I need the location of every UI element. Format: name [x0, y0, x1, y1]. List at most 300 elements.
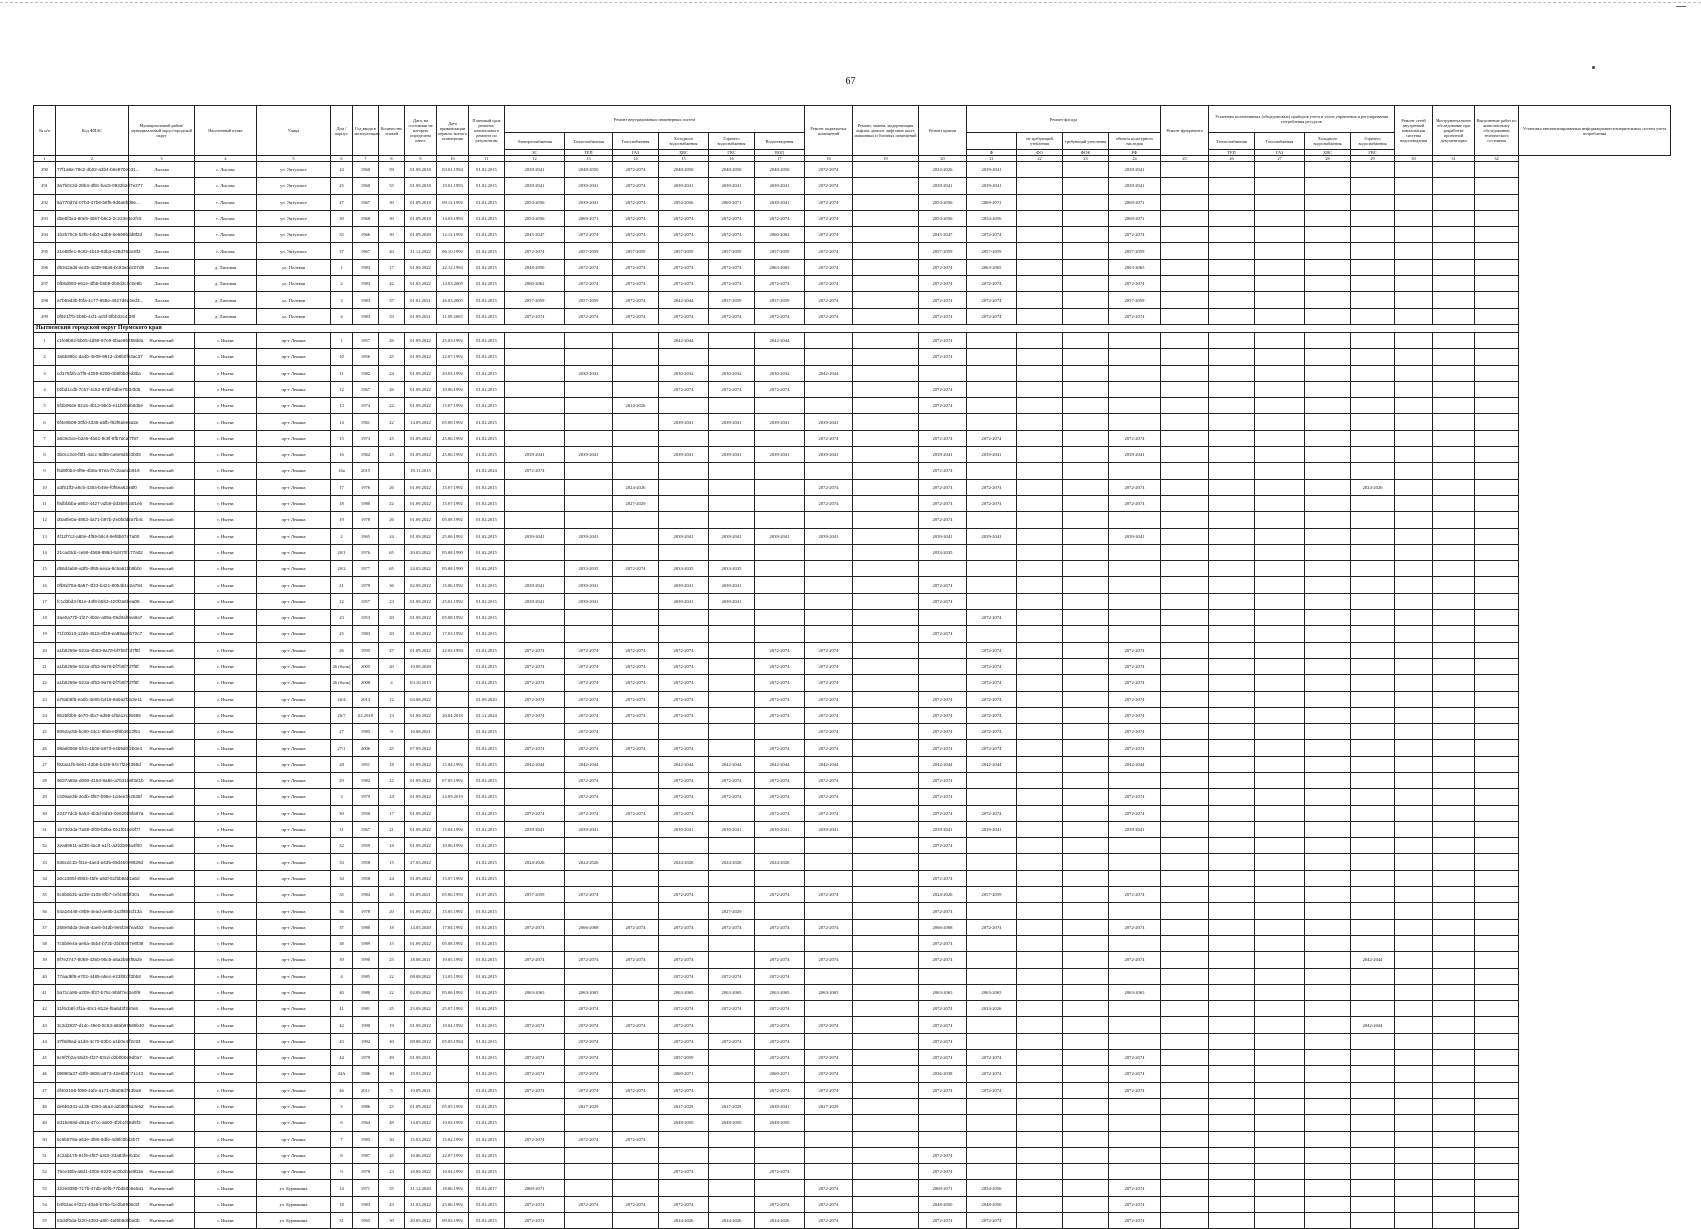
cell-c14 — [613, 332, 659, 348]
cell-c24 — [1109, 772, 1161, 788]
cell-c24: 2072-2074 — [1109, 1050, 1161, 1066]
cell-c19 — [853, 1001, 919, 1017]
cell-extra-28 — [1305, 854, 1351, 870]
cell-d3: 01.02.2015 — [469, 1050, 505, 1066]
cell-d2: 13.05.1992 — [437, 968, 469, 984]
cell-extra-27 — [1255, 1147, 1305, 1163]
cell-c14 — [613, 756, 659, 772]
cell-d3: 01.09.2020 — [469, 691, 505, 707]
cell-c24 — [1109, 1033, 1161, 1049]
cell-extra-26 — [1209, 381, 1255, 397]
cell-c12 — [505, 544, 565, 560]
cell-extra-26 — [1209, 1164, 1255, 1180]
cell-god: 1958 — [353, 870, 379, 886]
cell-c17 — [755, 838, 805, 854]
cell-extra-29 — [1351, 1098, 1395, 1114]
cell-extra-30 — [1395, 1131, 1433, 1147]
cell-c23 — [1063, 805, 1109, 821]
cell-c14: 2072-2074 — [613, 740, 659, 756]
cell-et: 49 — [379, 1115, 405, 1131]
cell-extra-29 — [1351, 495, 1395, 511]
cell-c22 — [1017, 1213, 1063, 1229]
cell-c13: 2039-2041 — [565, 194, 613, 210]
cell-ul: пр-т Ленина — [257, 772, 331, 788]
cell-extra-28 — [1305, 365, 1351, 381]
cell-god: 1981 — [353, 1001, 379, 1017]
cell-extra-30 — [1395, 398, 1433, 414]
cell-extra-30 — [1395, 724, 1433, 740]
header-cell-facade: не требующий утепления — [1017, 133, 1063, 150]
cell-extra-29 — [1351, 1033, 1395, 1049]
cell-c19 — [853, 1213, 919, 1229]
cell-ul: пр-т Ленина — [257, 1164, 331, 1180]
cell-extra-29 — [1351, 528, 1395, 544]
cell-extra-30 — [1395, 463, 1433, 479]
cell-d2: 22.07.1992 — [437, 1147, 469, 1163]
cell-dom: 14 — [331, 414, 353, 430]
cell-c18: 2072-2074 — [805, 707, 853, 723]
cell-ul: пр-т Ленина — [257, 365, 331, 381]
cell-dom: 10 — [331, 349, 353, 365]
cell-fias: a78ab6f5-ea0b-4e65-b416-9a9a2f3a3e11 — [56, 691, 129, 707]
cell-c18 — [805, 870, 853, 886]
cell-c23 — [1063, 162, 1109, 178]
cell-extra-27 — [1255, 675, 1305, 691]
cell-np: г. Нытва — [195, 1196, 257, 1212]
cell-d2: 19.05.1992 — [437, 952, 469, 968]
cell-np: г. Нытва — [195, 1082, 257, 1098]
cell-c17 — [755, 903, 805, 919]
cell-n: 31 — [34, 821, 56, 837]
cell-c24: 2072-2074 — [1109, 691, 1161, 707]
cell-np: г. Нытва — [195, 577, 257, 593]
cell-extra-29 — [1351, 838, 1395, 854]
header-row-main — [34, 106, 1671, 133]
cell-extra-31 — [1433, 1180, 1475, 1196]
cell-d2: 22.12.1994 — [437, 259, 469, 275]
cell-god: 1983 — [353, 292, 379, 308]
cell-raion: Нытвенский — [129, 544, 195, 560]
table-row — [34, 1033, 1671, 1049]
cell-extra-27 — [1255, 789, 1305, 805]
cell-extra-25 — [1161, 381, 1209, 397]
cell-c15: 2039-2041 — [659, 414, 709, 430]
cell-extra-27 — [1255, 919, 1305, 935]
cell-c13: 2072-2074 — [565, 308, 613, 324]
cell-fias: 22477dcb-6a54-4b3d-8d93-0e625b9fa97a — [56, 805, 129, 821]
cell-n: 52 — [34, 1164, 56, 1180]
cell-dom: 37 — [331, 243, 353, 259]
cell-c17: 2039-2041 — [755, 178, 805, 194]
cell-c15: 2054-2056 — [659, 194, 709, 210]
cell-c18: 2072-2074 — [805, 1050, 853, 1066]
header-cell-number: 27 — [1255, 156, 1305, 162]
cell-extra-29 — [1351, 414, 1395, 430]
header-cell-number: 3 — [129, 156, 195, 162]
cell-c12: 2054-2056 — [505, 210, 565, 226]
table-row — [34, 707, 1671, 723]
cell-c14 — [613, 1164, 659, 1180]
cell-extra-32 — [1475, 1147, 1519, 1163]
cell-raion: Лысьва — [129, 210, 195, 226]
cell-extra-28 — [1305, 1196, 1351, 1212]
cell-c12: 2072-2074 — [505, 707, 565, 723]
cell-extra-25 — [1161, 821, 1209, 837]
cell-extra-26 — [1209, 968, 1255, 984]
cell-c16: 2039-2041 — [709, 593, 755, 609]
cell-c24 — [1109, 577, 1161, 593]
cell-raion: Нытвенский — [129, 414, 195, 430]
cell-et: 15 — [379, 935, 405, 951]
cell-ul: пр-т Ленина — [257, 935, 331, 951]
cell-c15 — [659, 610, 709, 626]
cell-extra-27 — [1255, 691, 1305, 707]
cell-d1: 10.06.2022 — [405, 1147, 437, 1163]
cell-c24 — [1109, 935, 1161, 951]
cell-fias: 5c8b879a-a63e-4f86-9dfe-4d9fc0bd2b7f — [56, 1131, 129, 1147]
cell-extra-32 — [1475, 854, 1519, 870]
cell-extra-31 — [1433, 805, 1475, 821]
cell-extra-26 — [1209, 479, 1255, 495]
cell-c19 — [853, 162, 919, 178]
cell-np: г. Нытва — [195, 1180, 257, 1196]
cell-c18: 2042-2044 — [805, 365, 853, 381]
cell-c22 — [1017, 1131, 1063, 1147]
cell-c21: 2072-2074 — [967, 1213, 1017, 1229]
cell-extra-26 — [1209, 227, 1255, 243]
cell-c16: 2072-2074 — [709, 919, 755, 935]
cell-dom: 35 — [331, 227, 353, 243]
cell-extra-27 — [1255, 495, 1305, 511]
cell-god: 1983 — [353, 259, 379, 275]
cell-extra-25 — [1161, 398, 1209, 414]
cell-c15: 2072-2074 — [659, 642, 709, 658]
cell-c18 — [805, 561, 853, 577]
cell-d3: 01.02.2015 — [469, 740, 505, 756]
cell-n: 34 — [34, 870, 56, 886]
cell-c22 — [1017, 528, 1063, 544]
cell-fias: 7c5b9e4a-ae5a-45b4-b72b-2bb6387e8f39 — [56, 935, 129, 951]
cell-c22 — [1017, 259, 1063, 275]
cell-god: 1982 — [353, 772, 379, 788]
cell-extra-25 — [1161, 1082, 1209, 1098]
cell-c13: 2072-2074 — [565, 1017, 613, 1033]
cell-c17: 2072-2074 — [755, 675, 805, 691]
cell-et: 18 — [379, 756, 405, 772]
cell-c14 — [613, 887, 659, 903]
cell-raion: Нытвенский — [129, 772, 195, 788]
cell-et: 20 — [379, 610, 405, 626]
cell-raion: Нытвенский — [129, 887, 195, 903]
cell-d3: 01.02.2024 — [469, 463, 505, 479]
cell-extra-29 — [1351, 1196, 1395, 1212]
cell-c20: 2072-2074 — [919, 479, 967, 495]
cell-d2: 25.01.1992 — [437, 593, 469, 609]
cell-c12 — [505, 495, 565, 511]
cell-extra-32 — [1475, 805, 1519, 821]
cell-n: 7 — [34, 430, 56, 446]
cell-c20: 2072-2074 — [919, 707, 967, 723]
cell-c22 — [1017, 610, 1063, 626]
cell-extra-28 — [1305, 1001, 1351, 1017]
cell-ul: пр-т Ленина — [257, 398, 331, 414]
cell-c21 — [967, 952, 1017, 968]
header-cell-code: ГАЗ — [613, 150, 659, 156]
cell-c22 — [1017, 1033, 1063, 1049]
cell-extra-27 — [1255, 854, 1305, 870]
cell-c14 — [613, 968, 659, 984]
cell-c19 — [853, 1196, 919, 1212]
cell-extra-27 — [1255, 463, 1305, 479]
cell-et: 23 — [379, 1164, 405, 1180]
cell-c14 — [613, 935, 659, 951]
cell-c20: 2072-2074 — [919, 952, 967, 968]
cell-extra-28 — [1305, 194, 1351, 210]
cell-c12: 2045-2047 — [505, 227, 565, 243]
cell-c14 — [613, 1115, 659, 1131]
cell-extra-30 — [1395, 691, 1433, 707]
cell-extra-31 — [1433, 952, 1475, 968]
cell-extra-28 — [1305, 1082, 1351, 1098]
cell-extra-32 — [1475, 194, 1519, 210]
cell-c18: 2072-2074 — [805, 887, 853, 903]
cell-extra-31 — [1433, 276, 1475, 292]
cell-d1: 18.08.2021 — [405, 952, 437, 968]
cell-c13: 2072-2074 — [565, 227, 613, 243]
cell-d3: 01.02.2015 — [469, 430, 505, 446]
cell-c21: 2039-2041 — [967, 162, 1017, 178]
cell-c13: 2072-2074 — [565, 658, 613, 674]
cell-c20: 2048-2050 — [919, 1196, 967, 1212]
cell-n: 5 — [34, 398, 56, 414]
cell-d1: 01.09.2021 — [405, 1050, 437, 1066]
cell-n: 35 — [34, 887, 56, 903]
cell-np: г. Нытва — [195, 854, 257, 870]
cell-c16: 2039-2041 — [709, 414, 755, 430]
cell-dom: 29 — [331, 772, 353, 788]
cell-d1: 01.09.2022 — [405, 528, 437, 544]
cell-raion: Нытвенский — [129, 1115, 195, 1131]
table-row — [34, 1001, 1671, 1017]
cell-d3: 01.02.2015 — [469, 1098, 505, 1114]
cell-np: г. Нытва — [195, 772, 257, 788]
cell-c24: 2072-2074 — [1109, 952, 1161, 968]
cell-c20 — [919, 642, 967, 658]
cell-c18: 2039-2041 — [805, 821, 853, 837]
table-row — [34, 724, 1671, 740]
cell-c20: 2072-2074 — [919, 789, 967, 805]
cell-extra-28 — [1305, 658, 1351, 674]
cell-np: д. Липовая — [195, 308, 257, 324]
cell-et: 26 — [379, 332, 405, 348]
cell-d1: 31.12.2020 — [405, 1180, 437, 1196]
cell-d1: 01.09.2022 — [405, 381, 437, 397]
cell-extra-30 — [1395, 1180, 1433, 1196]
cell-c23 — [1063, 707, 1109, 723]
cell-fias: 4c2ab175-91f9-4f87-a3c5-33a93feeb1bc — [56, 1147, 129, 1163]
cell-extra-28 — [1305, 610, 1351, 626]
cell-c20: 2072-2074 — [919, 903, 967, 919]
cell-c18: 2072-2074 — [805, 919, 853, 935]
table-row — [34, 210, 1671, 226]
cell-c22 — [1017, 789, 1063, 805]
cell-n: 13 — [34, 528, 56, 544]
cell-d2: 14.03.1993 — [437, 210, 469, 226]
cell-raion: Нытвенский — [129, 1017, 195, 1033]
cell-c19 — [853, 919, 919, 935]
cell-c12 — [505, 626, 565, 642]
cell-c14 — [613, 626, 659, 642]
cell-extra-26 — [1209, 724, 1255, 740]
cell-extra-25 — [1161, 210, 1209, 226]
cell-c19 — [853, 430, 919, 446]
cell-c23 — [1063, 610, 1109, 626]
cell-n: 16 — [34, 577, 56, 593]
cell-fias: 64a16448-c9b9-4ead-ae9b-2a3f9b6cf13a — [56, 903, 129, 919]
cell-d1: 24.05.2022 — [405, 561, 437, 577]
cell-c19 — [853, 365, 919, 381]
cell-c21 — [967, 838, 1017, 854]
cell-np: г. Нытва — [195, 919, 257, 935]
cell-extra-32 — [1475, 463, 1519, 479]
cell-c19 — [853, 398, 919, 414]
cell-c12: 2072-2074 — [505, 675, 565, 691]
cell-c17: 2072-2074 — [755, 381, 805, 397]
cell-d1: 04.08.2022 — [405, 691, 437, 707]
cell-c15: 2072-2074 — [659, 1033, 709, 1049]
cell-c19 — [853, 1164, 919, 1180]
cell-c21: 2063-2065 — [967, 984, 1017, 1000]
cell-np: г. Нытва — [195, 332, 257, 348]
cell-c17 — [755, 561, 805, 577]
cell-c21 — [967, 349, 1017, 365]
cell-d1: 15.03.2022 — [405, 1131, 437, 1147]
cell-extra-29 — [1351, 642, 1395, 658]
cell-raion: Нытвенский — [129, 349, 195, 365]
cell-c23 — [1063, 952, 1109, 968]
cell-n: 15 — [34, 561, 56, 577]
cell-c20: 2033-2035 — [919, 544, 967, 560]
cell-extra-29 — [1351, 1001, 1395, 1017]
cell-extra-29 — [1351, 308, 1395, 324]
cell-c12: 2039-2041 — [505, 162, 565, 178]
cell-extra-31 — [1433, 1164, 1475, 1180]
header-cell-code: ГВС — [709, 150, 755, 156]
cell-raion: Лысьва — [129, 178, 195, 194]
cell-c20: 2072-2074 — [919, 626, 967, 642]
cell-fias: 02bd1cdb-7c57-4c82-97df-8dbe75f34fd6 — [56, 381, 129, 397]
cell-c20: 2045-2047 — [919, 227, 967, 243]
cell-extra-29 — [1351, 1066, 1395, 1082]
cell-c15 — [659, 903, 709, 919]
cell-raion: Нытвенский — [129, 1131, 195, 1147]
cell-extra-31 — [1433, 838, 1475, 854]
cell-c15: 2072-2074 — [659, 227, 709, 243]
cell-c14 — [613, 544, 659, 560]
cell-extra-25 — [1161, 308, 1209, 324]
cell-et: 65 — [379, 544, 405, 560]
cell-c21: 2072-2074 — [967, 919, 1017, 935]
cell-c24: 2072-2074 — [1109, 707, 1161, 723]
cell-extra-27 — [1255, 544, 1305, 560]
cell-extra-30 — [1395, 1098, 1433, 1114]
cell-ul: пр-т Ленина — [257, 887, 331, 903]
cell-extra-28 — [1305, 626, 1351, 642]
cell-c24: 2072-2074 — [1109, 724, 1161, 740]
cell-d2: 17.04.1992 — [437, 919, 469, 935]
cell-c12: 2057-2059 — [505, 292, 565, 308]
cell-c15: 2024-2026 — [659, 1213, 709, 1229]
cell-c21: 2072-2074 — [967, 707, 1017, 723]
cell-extra-30 — [1395, 194, 1433, 210]
cell-d1: 01.09.2022 — [405, 495, 437, 511]
cell-c19 — [853, 447, 919, 463]
cell-c22 — [1017, 1066, 1063, 1082]
cell-c14 — [613, 1033, 659, 1049]
cell-np: г. Нытва — [195, 805, 257, 821]
cell-c14 — [613, 593, 659, 609]
cell-god: 2005 — [353, 658, 379, 674]
cell-ul: ул. Полевая — [257, 276, 331, 292]
cell-god: 1985 — [353, 1131, 379, 1147]
cell-c15: 2039-2041 — [659, 821, 709, 837]
cell-extra-29 — [1351, 227, 1395, 243]
cell-d1: 01.09.2022 — [405, 707, 437, 723]
cell-c16 — [709, 1082, 755, 1098]
cell-c19 — [853, 292, 919, 308]
cell-np: г. Нытва — [195, 512, 257, 528]
cell-d2: 25.03.1992 — [437, 332, 469, 348]
cell-c23 — [1063, 430, 1109, 446]
cell-np: г. Нытва — [195, 675, 257, 691]
cell-extra-29: 2024-2026 — [1351, 479, 1395, 495]
cell-n: 20 — [34, 642, 56, 658]
table-row — [34, 1115, 1671, 1131]
cell-d1: 18.09.2022 — [405, 1164, 437, 1180]
table-row — [34, 1196, 1671, 1212]
cell-raion: Нытвенский — [129, 935, 195, 951]
cell-extra-28 — [1305, 561, 1351, 577]
cell-extra-27 — [1255, 243, 1305, 259]
header-cell-system: Электроснабжения — [505, 133, 565, 150]
cell-c19 — [853, 227, 919, 243]
cell-c12: 2072-2074 — [505, 1213, 565, 1229]
cell-extra-30 — [1395, 259, 1433, 275]
cell-d3: 01.02.2015 — [469, 210, 505, 226]
cell-extra-30 — [1395, 1196, 1433, 1212]
cell-c21: 2072-2074 — [967, 1082, 1017, 1098]
cell-extra-26 — [1209, 903, 1255, 919]
cell-c19 — [853, 903, 919, 919]
cell-ul: ул. Энтузиаст — [257, 210, 331, 226]
cell-d1: 01.09.2022 — [405, 772, 437, 788]
cell-c22 — [1017, 479, 1063, 495]
cell-c20: 2072-2074 — [919, 805, 967, 821]
cell-extra-26 — [1209, 1066, 1255, 1082]
cell-c24 — [1109, 544, 1161, 560]
cell-n: 55 — [34, 1213, 56, 1229]
cell-c12 — [505, 935, 565, 951]
cell-dom: 23 — [331, 610, 353, 626]
cell-c20: 2072-2074 — [919, 1001, 967, 1017]
cell-np: г. Нытва — [195, 479, 257, 495]
cell-c14 — [613, 772, 659, 788]
cell-extra-31 — [1433, 887, 1475, 903]
cell-c24 — [1109, 1131, 1161, 1147]
cell-c16: 2072-2074 — [709, 276, 755, 292]
cell-c14 — [613, 821, 659, 837]
cell-c18 — [805, 903, 853, 919]
